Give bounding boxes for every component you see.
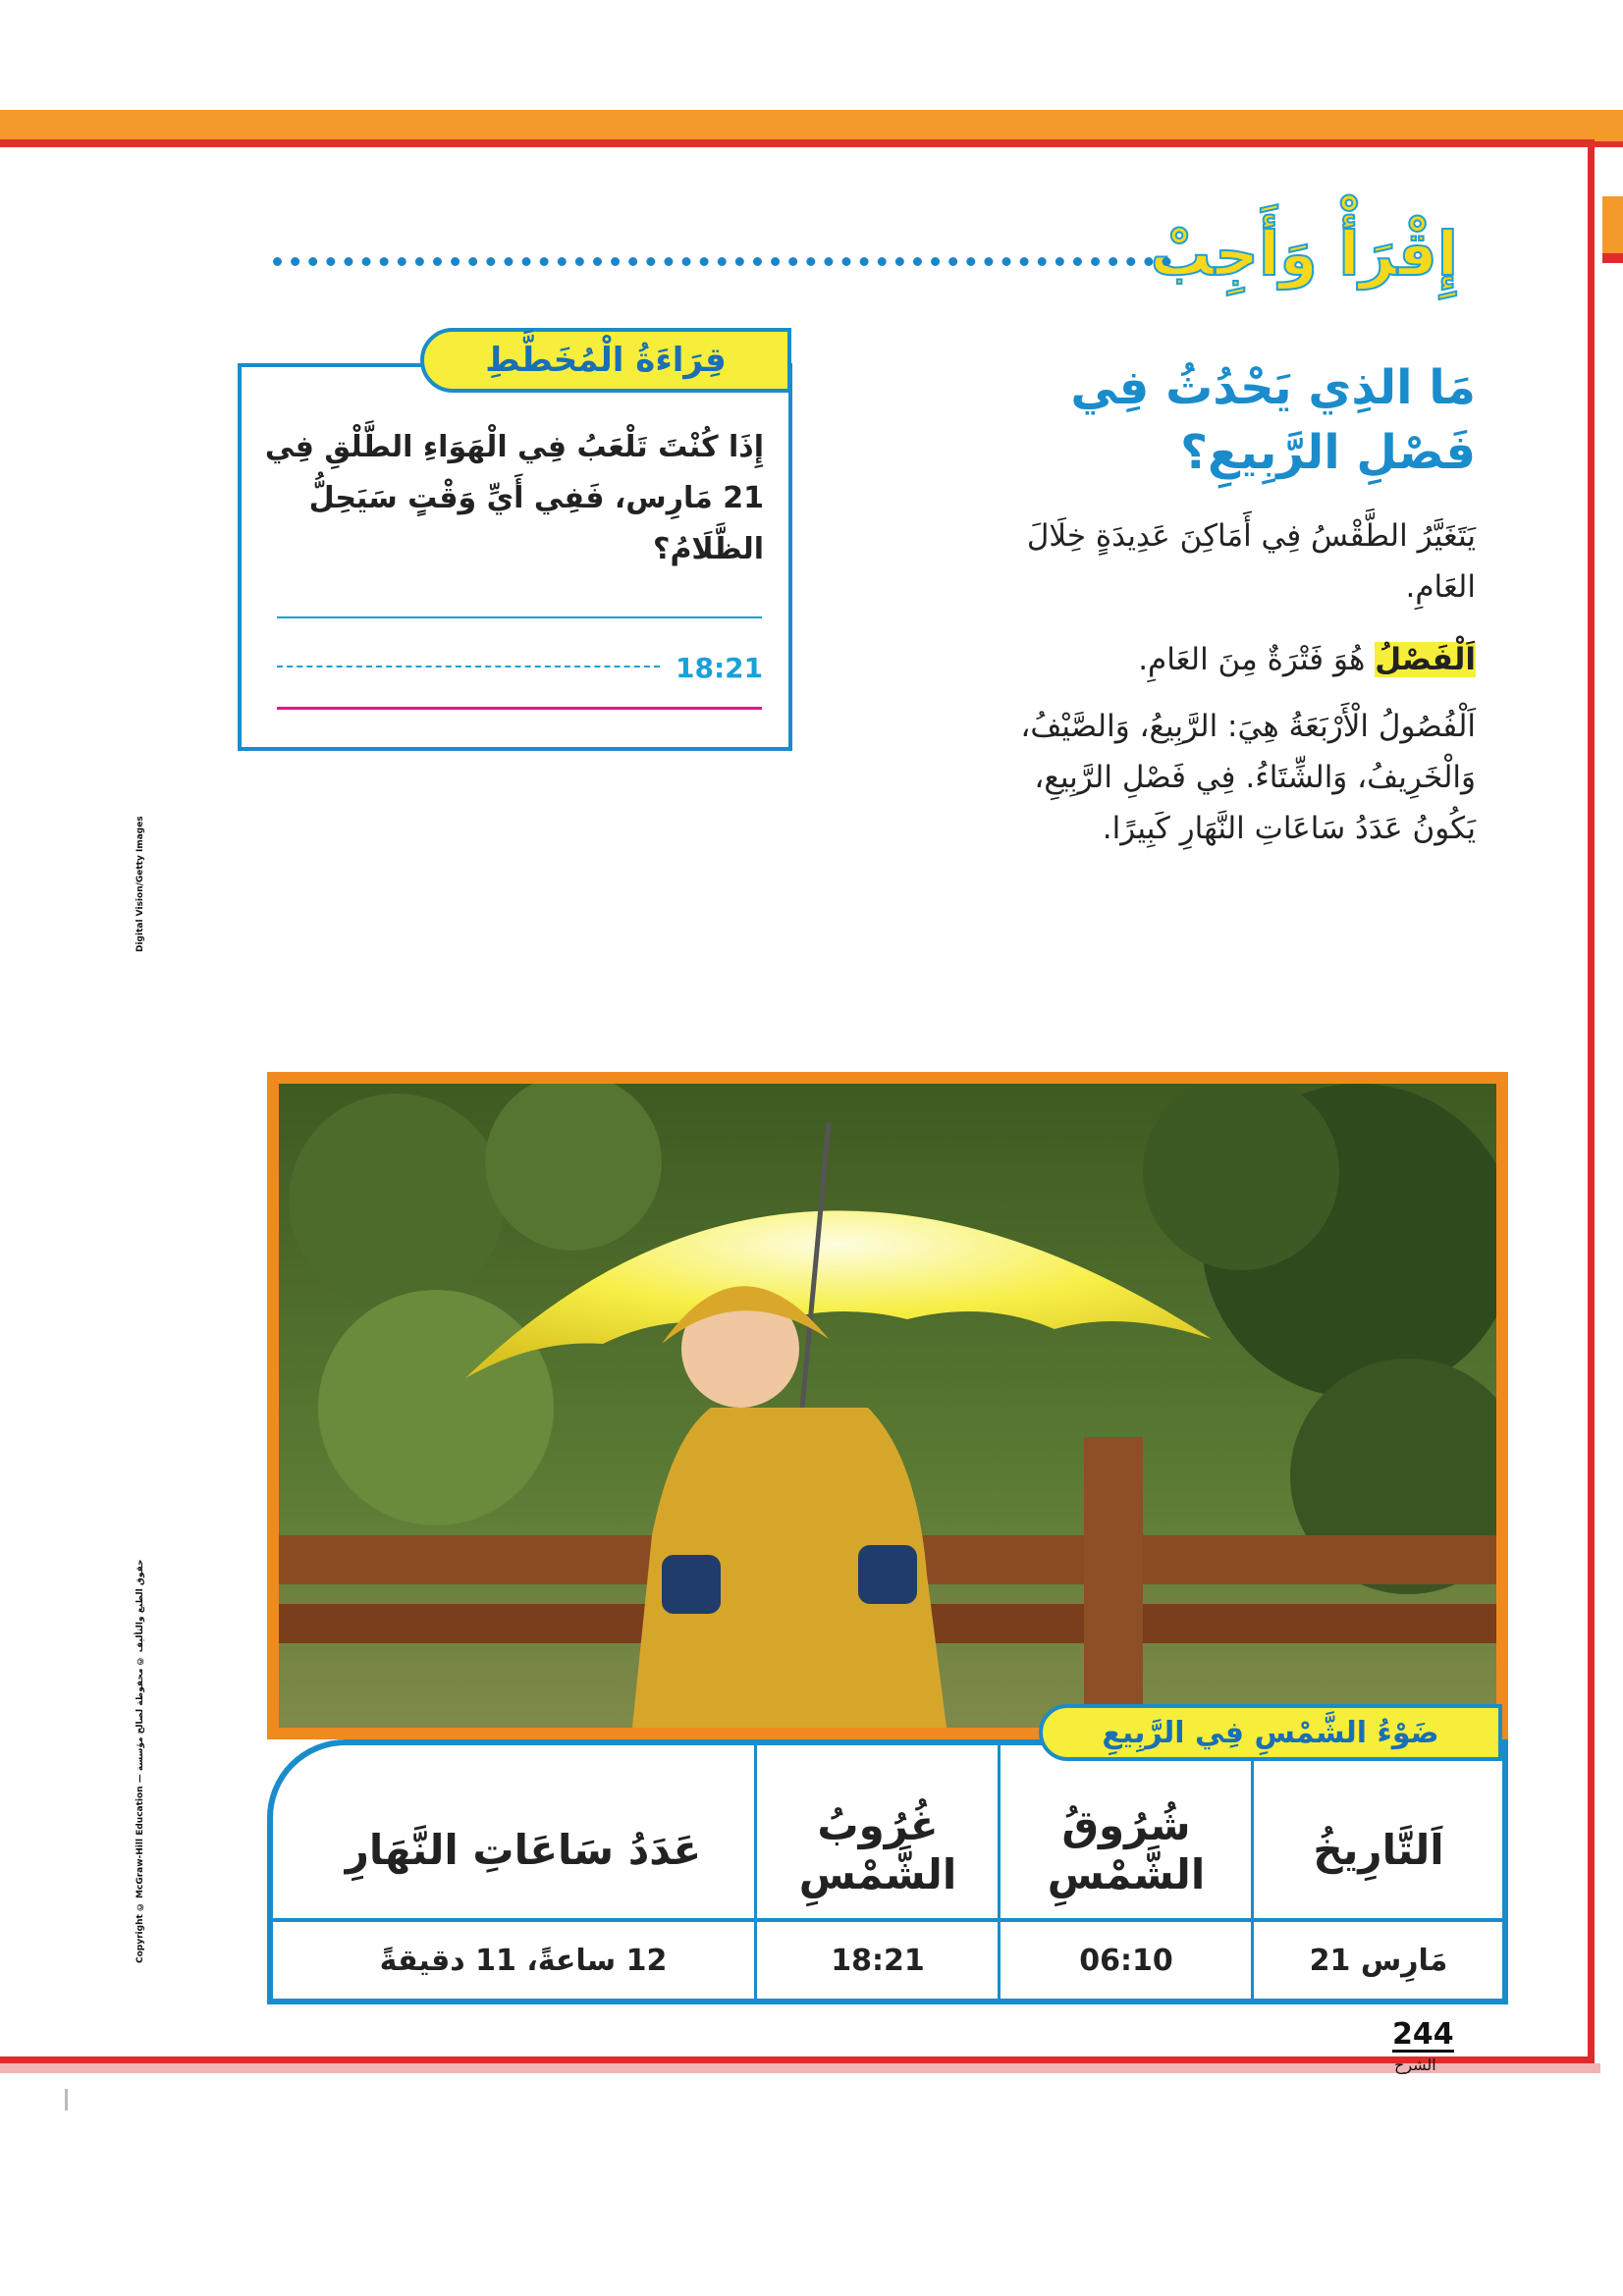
header-date: اَلتَّارِيخُ (1313, 1826, 1444, 1874)
table-col-divider (754, 1745, 757, 1999)
answer-line-bottom (277, 707, 762, 710)
chart-reading-answer: 18:21 (676, 652, 764, 684)
heading-dotted-rule (273, 257, 1171, 266)
top-red-line (0, 141, 1623, 147)
cell-daylight-hours: 12 ساعةً، 11 دقيقةً (379, 1943, 668, 1978)
table-col-divider (998, 1745, 1001, 1999)
header-sunset: غُرُوبُ الشَّمْسِ (798, 1801, 957, 1898)
cell-sunrise: 06:10 (1079, 1943, 1173, 1978)
question-title: مَا الذِي يَحْدُثُ فِي فَصْلِ الرَّبِيعِ؟ (1070, 360, 1476, 480)
photo-credit: Digital Vision/Getty Images (135, 816, 145, 952)
crop-mark (65, 2089, 68, 2110)
paragraph-definition (965, 634, 1476, 685)
paragraph-seasons: اَلْفُصُولُ الْأَرْبَعَةُ هِيَ: الرَّبِيعُ، وَالصَّيْفُ، وَالْخَرِيفُ، وَالشِّتَاءُ. فِي فَصْلِ الرَّبِيعِ، يَكُونُ عَدَدُ سَاعَاتِ النَّهَارِ كَبِيرًا. (1020, 709, 1476, 846)
header-sunrise: شُرُوقُ الشَّمْسِ (1047, 1801, 1206, 1898)
header-daylight-hours: عَدَدُ سَاعَاتِ النَّهَارِ (345, 1826, 702, 1874)
paragraph-weather: يَتَغَيَّرُ الطَّقْسُ فِي أَمَاكِنَ عَدِيدَةٍ خِلَالَ العَامِ. (1026, 518, 1476, 605)
cell-date: 21 مَارِس (1309, 1943, 1448, 1978)
answer-line-dashed (277, 666, 660, 667)
table-title: ضَوْءُ الشَّمْسِ فِي الرَّبِيعِ (1039, 1704, 1502, 1761)
right-edge-tab-stripe (1602, 253, 1623, 263)
copyright-credit: Copyright © McGraw-Hill Education — حقوق الطبع والتأليف © محفوظة لصالح مؤسسة (135, 1559, 145, 1963)
page-label: الشرح (1394, 2056, 1436, 2074)
cell-sunset: 18:21 (831, 1943, 925, 1978)
frame-bottom-shadow (0, 2063, 1600, 2073)
page-number: 244 (1392, 2017, 1454, 2052)
section-heading: إِقْرَأْ وَأَجِبْ (1150, 218, 1458, 290)
chart-reading-title: قِرَاءَةُ الْمُخَطَّطِ (420, 328, 791, 393)
sunlight-table (267, 1739, 1508, 2004)
term-highlight: اَلْفَصْلُ (1375, 642, 1476, 677)
spring-rain-photo (267, 1072, 1508, 1739)
child-with-umbrella-illustration (279, 1084, 1496, 1728)
top-orange-band (0, 110, 1623, 141)
right-edge-tab (1602, 196, 1623, 253)
chart-reading-question: إِذَا كُنْتَ تَلْعَبُ فِي الْهَوَاءِ الطَّلْقِ فِي 21 مَارِس، فَفِي أَيِّ وَقْتٍ سَيَحِلُّ الظَّلَامُ؟ (264, 430, 764, 566)
table-col-divider (1251, 1745, 1254, 1999)
answer-line-top (277, 616, 762, 618)
definition-text: هُوَ فَتْرَةٌ مِنَ العَامِ. (1138, 642, 1376, 677)
